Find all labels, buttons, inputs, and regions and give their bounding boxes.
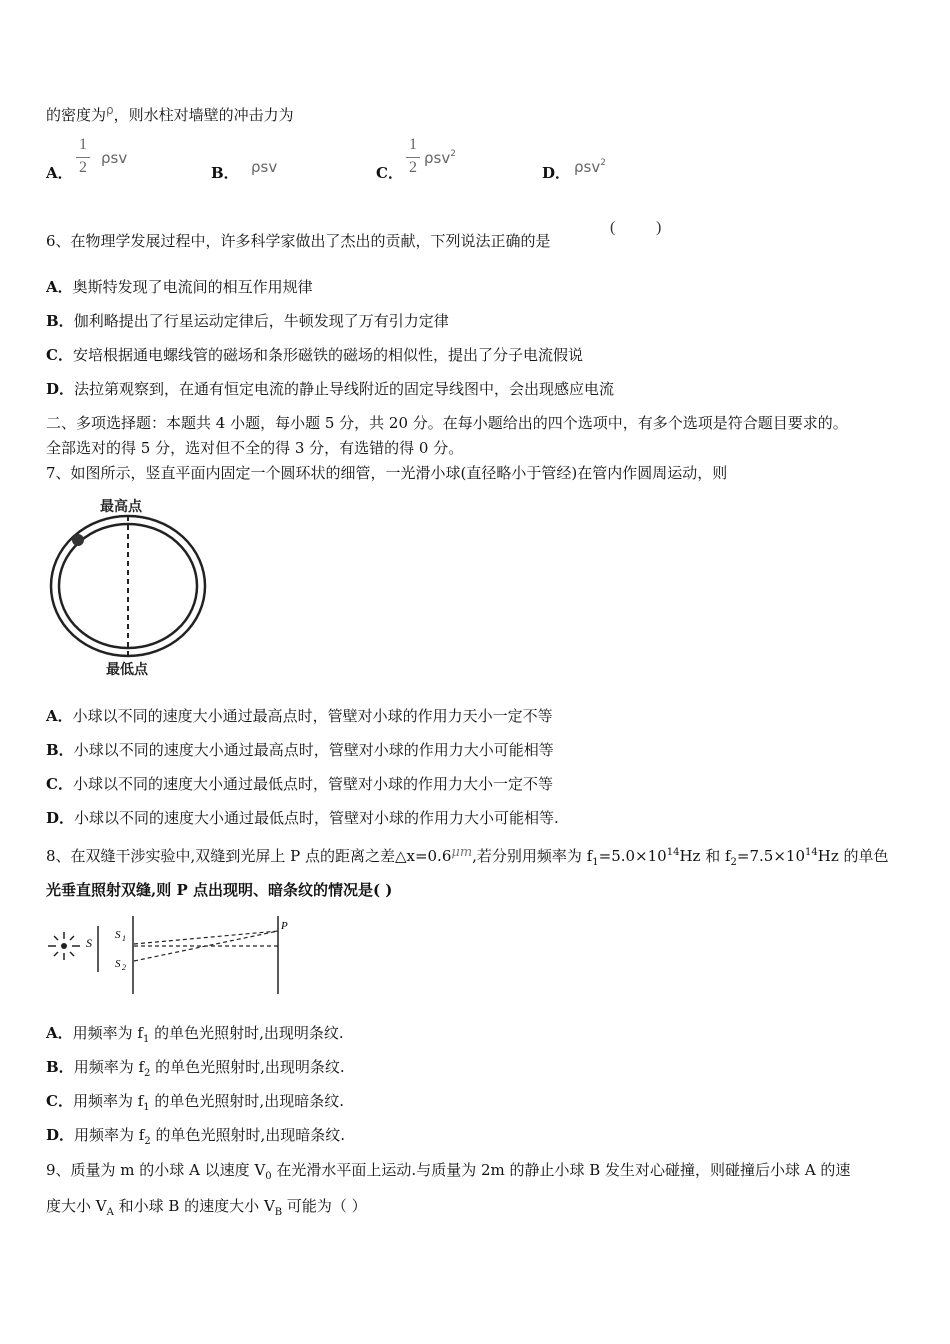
fraction-half: 1 2	[76, 136, 90, 177]
q6-stem: 6、在物理学发展过程中，许多科学家做出了杰出的贡献，下列说法正确的是	[46, 232, 551, 250]
svg-text:S: S	[115, 929, 121, 941]
q8-option-d[interactable]: D．用频率为 $f_2$ 的单色光照射时,出现暗条纹.	[46, 1126, 346, 1147]
q8-option-c[interactable]: C．用频率为 $f_1$ 的单色光照射时,出现暗条纹.	[46, 1092, 344, 1113]
q6-option-c[interactable]: C．安培根据通电螺线管的磁场和条形磁铁的磁场的相似性，提出了分子电流假说	[46, 346, 583, 364]
svg-text:S: S	[115, 958, 121, 970]
q8-option-a[interactable]: A．用频率为 $f_1$ 的单色光照射时,出现明条纹.	[46, 1024, 344, 1045]
svg-text:1: 1	[122, 934, 126, 943]
top-point-label: 最高点	[100, 499, 142, 515]
q8-stem-line2: 光垂直照射双缝,则 P 点出现明、暗条纹的情况是( )	[46, 881, 393, 899]
bottom-point-label: 最低点	[106, 662, 148, 678]
q7-ring-figure	[44, 494, 214, 678]
q6-option-a[interactable]: A．奥斯特发现了电流间的相互作用规律	[46, 278, 313, 296]
q5-option-d[interactable]: D． ρsv$^2$	[542, 158, 606, 182]
svg-text:S: S	[86, 936, 92, 950]
q8-stem-line1: 8、在双缝干涉实验中,双缝到光屏上 P 点的距离之差△x=0.6μm,若分别用频率为 $f_1=5.0\times 10^{14}Hz$ 和 $f_2=7.5\times 10^{14}Hz$ 的单色	[46, 845, 889, 868]
q9-stem-line2: 度大小 $V_A$ 和小球 B 的速度大小 $V_B$ 可能为（ ）	[46, 1197, 367, 1218]
micron-unit: μm	[451, 845, 473, 860]
q5-option-a[interactable]: A． 1 2 ρsv	[46, 136, 128, 182]
svg-text:P: P	[281, 920, 288, 932]
section2-line2: 全部选对的得 5 分，选对但不全的得 3 分，有选错的得 0 分。	[46, 439, 464, 457]
q5-option-b[interactable]: B． ρsv	[211, 158, 278, 182]
q8-double-slit-figure	[44, 914, 294, 998]
q7-stem: 7、如图所示，竖直平面内固定一个圆环状的细管，一光滑小球(直径略小于管经)在管内作圆周运动，则	[46, 464, 728, 482]
ball-icon	[72, 534, 84, 546]
q6-option-d[interactable]: D．法拉第观察到，在通有恒定电流的静止导线附近的固定导线图中，会出现感应电流	[46, 380, 615, 398]
q9-stem-line1: 9、质量为 m 的小球 A 以速度 $V_0$ 在光滑水平面上运动.与质量为 2m 的静止小球 B 发生对心碰撞，则碰撞后小球 A 的速	[46, 1161, 851, 1182]
answer-paren-close: )	[656, 219, 662, 236]
q6-option-b[interactable]: B．伽利略提出了行星运动定律后，牛顿发现了万有引力定律	[46, 312, 449, 330]
q7-option-c[interactable]: C．小球以不同的速度大小通过最低点时，管壁对小球的作用力大小一定不等	[46, 775, 553, 793]
q5-option-c[interactable]: C． 1 2 ρsv$^2$	[376, 136, 456, 182]
q7-option-d[interactable]: D．小球以不同的速度大小通过最低点时，管壁对小球的作用力大小可能相等.	[46, 809, 559, 827]
q8-option-b[interactable]: B．用频率为 $f_2$ 的单色光照射时,出现明条纹.	[46, 1058, 345, 1079]
q7-option-a[interactable]: A．小球以不同的速度大小通过最高点时，管壁对小球的作用力天小一定不等	[46, 707, 553, 725]
answer-paren-open: (	[610, 219, 616, 236]
q5-stem-tail: 的密度为$^\rho$，则水柱对墙壁的冲击力为	[46, 103, 294, 124]
fraction-half: 1 2	[406, 136, 420, 177]
rho-symbol: ρ	[106, 103, 114, 117]
q7-option-b[interactable]: B．小球以不同的速度大小通过最高点时，管壁对小球的作用力大小可能相等	[46, 741, 554, 759]
section2-line1: 二、多项选择题：本题共 4 小题，每小题 5 分，共 20 分。在每小题给出的四个选项中，有多个选项是符合题目要求的。	[46, 414, 848, 432]
svg-text:2: 2	[122, 963, 126, 972]
